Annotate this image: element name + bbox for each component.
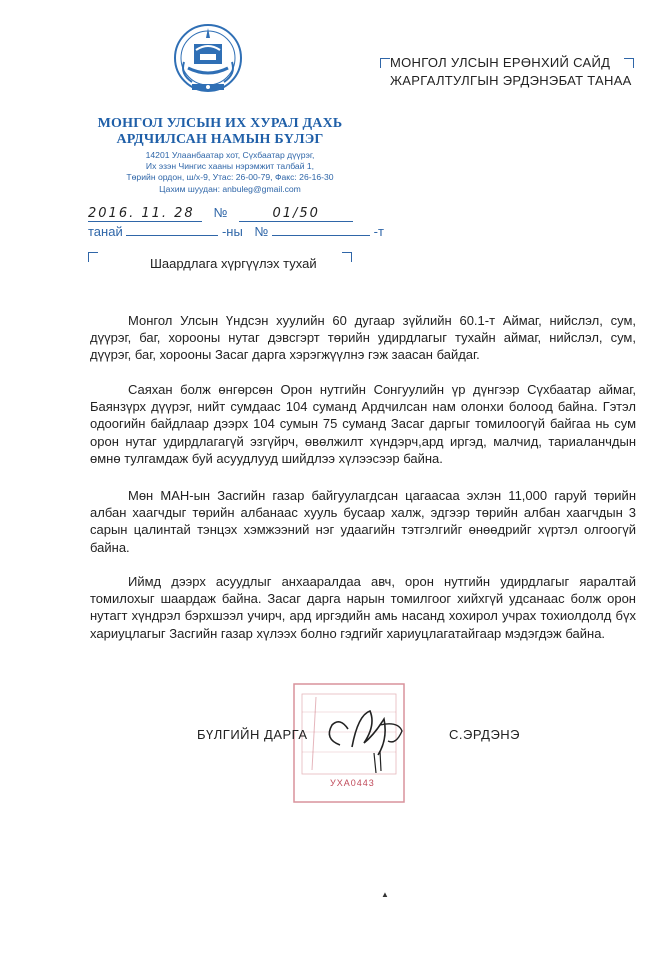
sender-org-line2: АРДЧИЛСАН НАМЫН БҮЛЭГ — [116, 132, 324, 147]
signatory-title: БҮЛГИЙН ДАРГА — [197, 727, 308, 742]
paragraph-text: Иймд дээрх асуудлыг анхааралдаа авч, орон нутгийн удирдлагыг яаралтай томилохыг шаардаж байна. Засаг дарга нарын томилгоог хийхгүй удсанаас болж орон нутагт хүндрэл бэрхшээл учирч, ард иргэдийн амь насанд хохирол учрах тохиолдолд бүх хариуцлагыг Засгийн газар хүлээх болно гэдгийг хариуцлагатайгаар мэдэгдэж байна. — [90, 574, 636, 641]
body-paragraph — [90, 487, 636, 556]
recipient-line1: МОНГОЛ УЛСЫН ЕРӨНХИЙ САЙД — [390, 55, 611, 70]
state-emblem-icon — [172, 22, 244, 98]
letter-subject: Шаардлага хүргүүлэх тухай — [150, 256, 317, 271]
ref-number-blank — [272, 235, 370, 236]
ref-number-sign: № — [254, 224, 269, 239]
body-paragraph — [90, 573, 636, 642]
corner-bracket-icon — [380, 58, 390, 68]
ref-date-blank — [126, 235, 218, 236]
address-line: Төрийн ордон, ш/х-9, Утас: 26-00-79, Факс: 26-16-30 — [126, 172, 334, 183]
body-paragraph — [90, 381, 636, 467]
address-line: Их эзэн Чингис хааны нэрэмжит талбай 1, — [145, 161, 315, 172]
letter-number: 01/50 — [239, 206, 353, 222]
stamp-code: УХА0443 — [330, 778, 375, 788]
page-mark: ▲ — [381, 890, 389, 899]
sender-address — [70, 150, 390, 195]
handwritten-signature-icon — [318, 695, 414, 775]
ref-prefix: танай — [88, 224, 123, 239]
paragraph-text: Саяхан болж өнгөрсөн Орон нутгийн Сонгуулийн үр дүнгээр Сүхбаатар аймаг, Баянзүрх дүүрэг, нийт сумдаас 104 суманд Ардчилсан нам олонхи болоод байна. Гэтэл одоогийн байдлаар дээрх 104 сумын 75 суманд Засаг даргыг томилоогүй байгаа нь сум орон нутаг удирдлагагүй эзгүйрч, өвөлжилт хүндэрч,ард иргэд, малчид, тариаланчдын өмнө тулгамдаж буй асуудлууд шийдлээ хүлээсээр байна. — [90, 382, 636, 466]
ref-mid: -ны — [221, 224, 243, 239]
corner-bracket-icon — [342, 252, 352, 262]
reference-line — [88, 224, 384, 242]
number-sign: № — [213, 205, 228, 220]
signatory-name: С.ЭРДЭНЭ — [449, 727, 521, 742]
address-line: Цахим шуудан: anbuleg@gmail.com — [159, 183, 301, 194]
sender-org-line1: МОНГОЛ УЛСЫН ИХ ХУРАЛ ДАХЬ — [97, 116, 343, 131]
letter-date: 2016. 11. 28 — [88, 206, 202, 222]
body-paragraph — [90, 312, 636, 364]
ref-suffix: -т — [373, 224, 384, 239]
address-line: 14201 Улаанбаатар хот, Сүхбаатар дүүрэг, — [145, 150, 315, 160]
corner-bracket-icon — [88, 252, 98, 262]
registration-date-line — [88, 205, 353, 223]
paragraph-text: Монгол Улсын Үндсэн хуулийн 60 дугаар зүйлийн 60.1-т Аймаг, нийслэл, сум, дүүрэг, баг, хорооны нутаг дэвсгэрт төрийн удирдлагыг тухайн аймаг, нийслэл, сум, дүүрэг, баг, хорооны Засаг дарга хэрэгжүүлнэ гэж заасан байдаг. — [90, 313, 636, 363]
paragraph-text: Мөн МАН-ын Засгийн газар байгуулагдсан цагаасаа эхлэн 11,000 гаруй төрийн албан хаагчдыг төрийн албанаас хууль бусаар халж, эдгээр төрийн албан хаагчдын 3 сарын цалинтай тэнцэх хэмжээний нэг удаагийн тэтгэлгийг өнөөдрийг хүртэл олгоогүй байна. — [90, 488, 636, 555]
recipient-line2: ЖАРГАЛТУЛГЫН ЭРДЭНЭБАТ ТАНАА — [390, 73, 632, 88]
